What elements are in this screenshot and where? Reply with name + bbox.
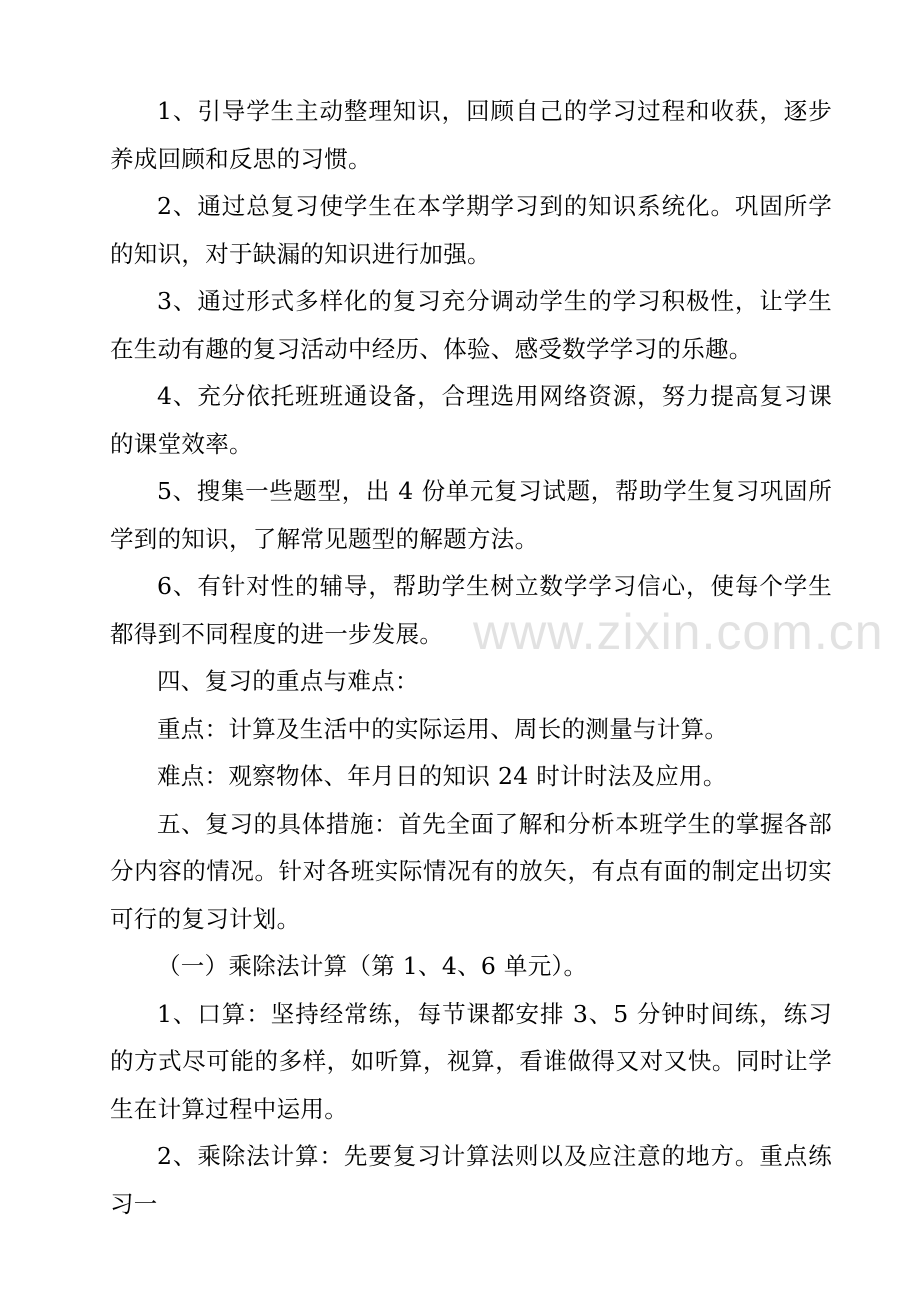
paragraph-3: 3、通过形式多样化的复习充分调动学生的学习积极性，让学生在生动有趣的复习活动中经历、体验、感受数学学习的乐趣。 (110, 287, 832, 363)
key-points: 重点：计算及生活中的实际运用、周长的测量与计算。 (157, 714, 729, 743)
section-heading-5: 五、复习的具体措施：首先全面了解和分析本班学生的掌握各部分内容的情况。针对各班实际情况有的放矢，有点有面的制定出切实可行的复习计划。 (110, 809, 832, 933)
paragraph-2: 2、通过总复习使学生在本学期学习到的知识系统化。巩固所学的知识，对于缺漏的知识进行加强。 (110, 192, 832, 268)
paragraph-4: 4、充分依托班班通设备，合理选用网络资源，努力提高复习课的课堂效率。 (110, 382, 832, 458)
difficult-points: 难点：观察物体、年月日的知识 24 时计时法及应用。 (157, 762, 727, 790)
paragraph-oral-calc: 1、口算：坚持经常练，每节课都安排 3、5 分钟时间练，练习的方式尽可能的多样，如听算，视算，看谁做得又对又快。同时让学生在计算过程中运用。 (110, 999, 832, 1123)
section-heading-4: 四、复习的重点与难点： (157, 667, 419, 695)
paragraph-mult-div: 2、乘除法计算：先要复习计算法则以及应注意的地方。重点练习一 (110, 1142, 832, 1218)
subsection-heading-1: （一）乘除法计算（第 1、4、6 单元）。 (157, 952, 588, 980)
paragraph-6: 6、有针对性的辅导，帮助学生树立数学学习信心，使每个学生都得到不同程度的进一步发展。 (110, 572, 832, 648)
watermark: www.zixin.com.cn (473, 604, 884, 660)
paragraph-1: 1、引导学生主动整理知识，回顾自己的学习过程和收获，逐步养成回顾和反思的习惯。 (110, 97, 832, 173)
document-body (110, 88, 832, 1228)
paragraph-5: 5、搜集一些题型，出 4 份单元复习试题，帮助学生复习巩固所学到的知识，了解常见题型的解题方法。 (110, 477, 832, 553)
